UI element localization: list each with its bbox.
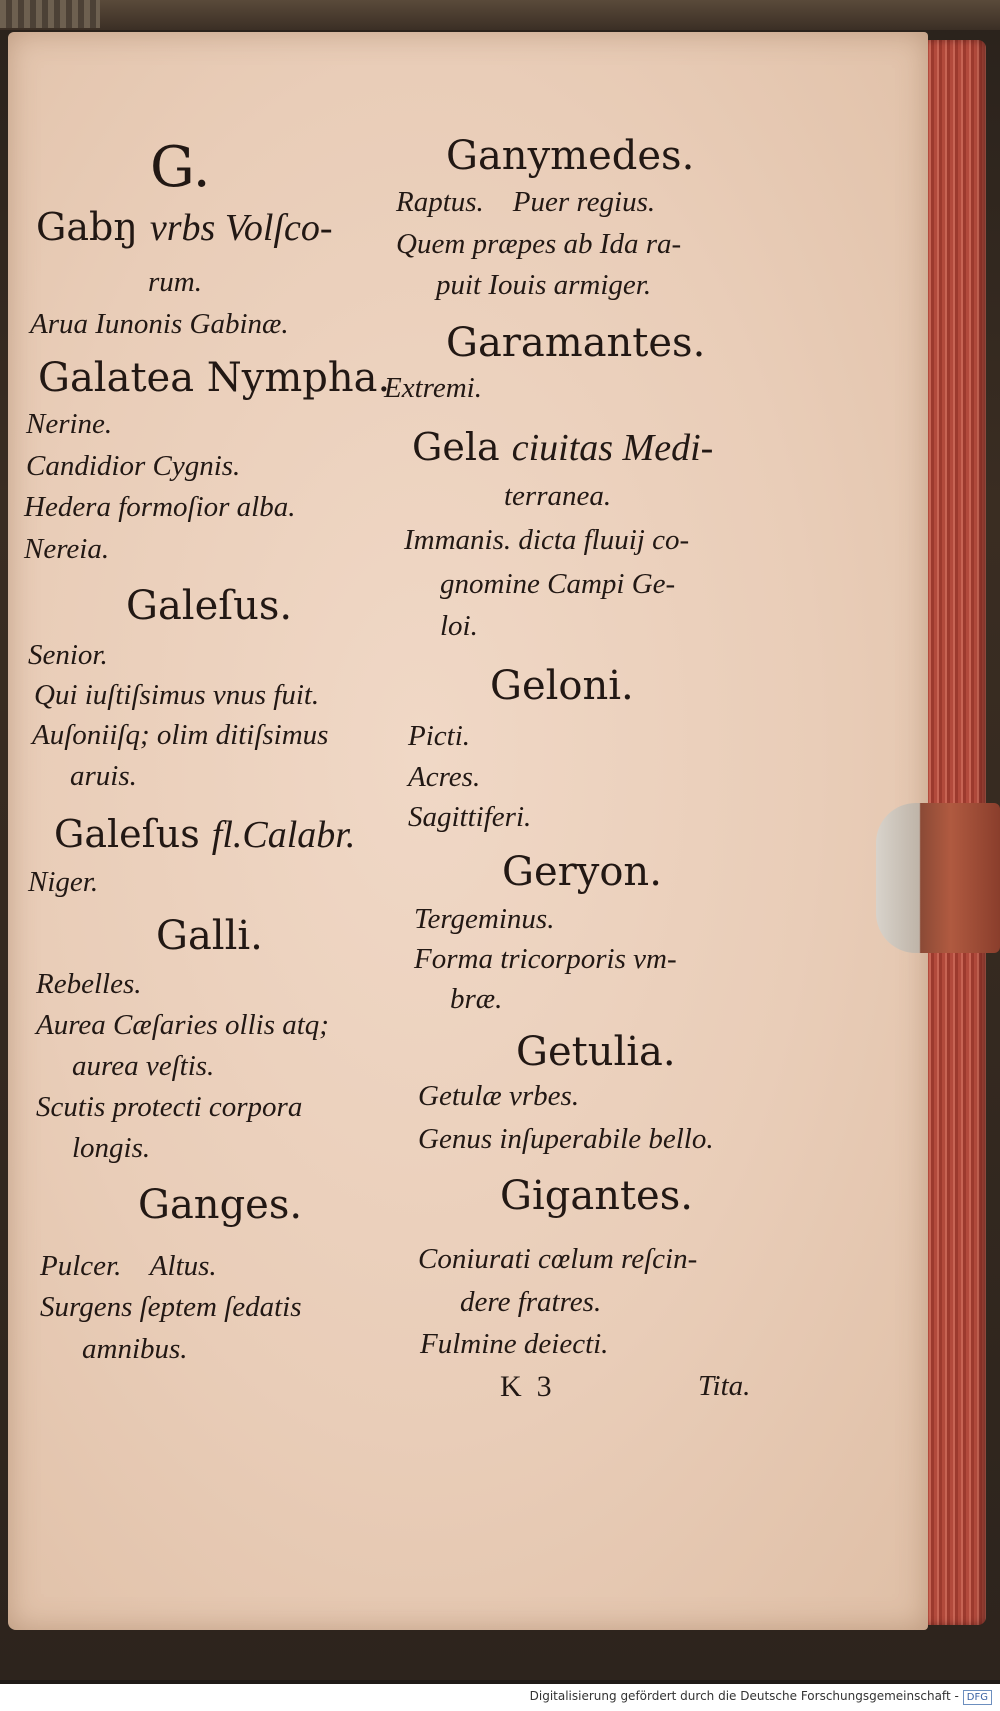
bookmark-clip — [876, 803, 1000, 953]
entry-galesus-line: Qui iuſtiſsimus vnus fuit. — [34, 679, 320, 711]
cover-top-edge — [0, 0, 1000, 30]
entry-galli-line: Aurea Cæſaries ollis atq; — [36, 1009, 329, 1041]
credit-line — [530, 1689, 992, 1705]
entry-geryon-line: Tergeminus. — [414, 903, 555, 935]
entry-galesus-line: Auſoniiſq; olim ditiſsimus — [32, 719, 329, 751]
entry-galesus-head: Galeſus. — [126, 583, 293, 629]
entry-ganges-line: amnibus. — [82, 1333, 188, 1365]
entry-gabii-head: Gabŋ vrbs Volſco- — [36, 205, 333, 249]
entry-getulia-head: Getulia. — [516, 1029, 676, 1075]
dfg-logo-icon: DFG — [963, 1690, 992, 1705]
entry-galesus-fl-head: Galeſus fl.Calabr. — [54, 812, 356, 856]
entry-gabii-line: rum. — [148, 266, 202, 298]
entry-geryon-line: bræ. — [450, 983, 503, 1015]
entry-ganymedes-head: Ganymedes. — [446, 133, 695, 179]
entry-gela-line: Immanis. dicta fluuij co- — [404, 524, 690, 556]
entry-gabii-line: Arua Iunonis Gabinæ. — [30, 308, 289, 340]
entry-geryon-line: Forma tricorporis vm- — [414, 943, 677, 975]
entry-garamantes-head: Garamantes. — [446, 320, 706, 366]
entry-ganges-line: Surgens ſeptem ſedatis — [40, 1291, 302, 1323]
catchword: Tita. — [698, 1370, 751, 1402]
entry-galli-line: aurea veſtis. — [72, 1050, 215, 1082]
section-letter: G. — [150, 135, 211, 200]
entry-garamantes-line: Extremi. — [384, 372, 482, 404]
entry-galli-head: Galli. — [156, 913, 263, 959]
entry-gela-line: terranea. — [504, 480, 612, 512]
entry-gigantes-line: dere fratres. — [460, 1286, 602, 1318]
entry-gigantes-line: Fulmine deiecti. — [420, 1328, 609, 1360]
entry-gela-line: loi. — [440, 610, 478, 642]
entry-ganymedes-line: Raptus. Puer regius. — [396, 186, 656, 218]
entry-galli-line: longis. — [72, 1132, 151, 1164]
entry-gela-head: Gela ciuitas Medi- — [412, 425, 714, 469]
entry-galatea-line: Candidior Cygnis. — [26, 450, 241, 482]
entry-ganymedes-line: puit Iouis armiger. — [436, 269, 652, 301]
entry-galli-line: Rebelles. — [36, 968, 142, 1000]
entry-galesus-line: aruis. — [70, 760, 137, 792]
entry-gigantes-line: Coniurati cœlum reſcin- — [418, 1243, 698, 1275]
entry-geloni-line: Picti. — [408, 720, 471, 752]
entry-getulia-line: Genus inſuperabile bello. — [418, 1123, 714, 1155]
entry-galatea-head: Galatea Nympha. — [38, 355, 391, 401]
entry-geloni-head: Geloni. — [490, 663, 634, 709]
entry-gigantes-head: Gigantes. — [500, 1173, 693, 1219]
entry-galesus-fl-line: Niger. — [28, 866, 99, 898]
entry-galli-line: Scutis protecti corpora — [36, 1091, 303, 1123]
credit-text: Digitalisierung gefördert durch die Deutsche Forschungsgemeinschaft - — [529, 1689, 959, 1703]
entry-gela-line: gnomine Campi Ge- — [440, 568, 676, 600]
signature-mark: K 3 — [500, 1370, 552, 1403]
entry-ganges-line: Pulcer. Altus. — [40, 1250, 217, 1282]
entry-galatea-line: Nereia. — [24, 533, 110, 565]
entry-ganges-head: Ganges. — [138, 1182, 303, 1228]
entry-geloni-line: Sagittiferi. — [408, 801, 532, 833]
spine-strip — [0, 0, 100, 28]
entry-geloni-line: Acres. — [408, 761, 481, 793]
entry-galatea-line: Hedera formoſior alba. — [24, 491, 296, 523]
entry-galesus-line: Senior. — [28, 639, 108, 671]
entry-galatea-line: Nerine. — [26, 408, 113, 440]
entry-getulia-line: Getulæ vrbes. — [418, 1080, 580, 1112]
entry-geryon-head: Geryon. — [502, 849, 662, 895]
entry-ganymedes-line: Quem præpes ab Ida ra- — [396, 228, 682, 260]
